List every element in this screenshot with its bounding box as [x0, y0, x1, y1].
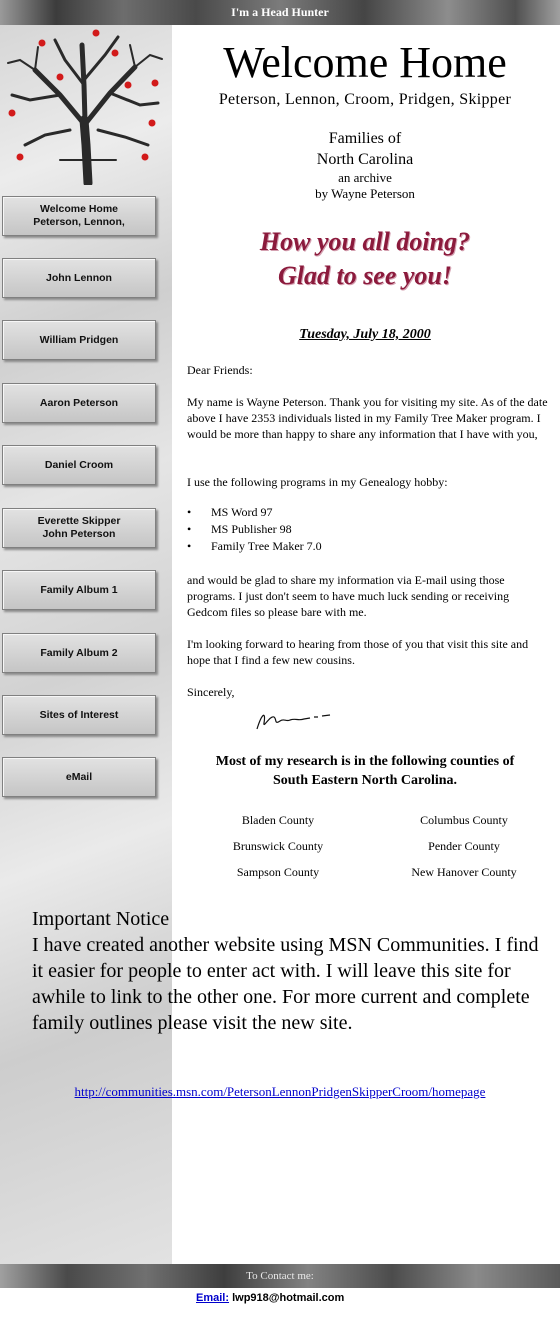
- archive-byline: [172, 170, 558, 202]
- salutation: [187, 362, 552, 378]
- msn-community-link[interactable]: http://communities.msn.com/PetersonLennonPridgenSkipperCroom/homepage: [74, 1084, 486, 1099]
- families-line-2: North Carolina: [316, 151, 414, 168]
- important-notice: [32, 906, 542, 1036]
- paragraph-1-text: My name is Wayne Peterson. Thank you for visiting my site. As of the date above I have 2353 individuals listed in my Family Tree Maker program. I would be more than happy to share any information that I have with you,: [187, 395, 548, 441]
- program-list: [187, 504, 322, 555]
- list-item: [187, 538, 322, 555]
- nav-welcome-home-button[interactable]: [2, 196, 156, 236]
- paragraph-2-text: I use the following programs in my Genealogy hobby:: [187, 475, 448, 489]
- county-columbus: Columbus County: [420, 813, 508, 827]
- nav-sites-of-interest-button[interactable]: [2, 695, 156, 735]
- email-address: lwp918@hotmail.com: [232, 1292, 345, 1304]
- archive-line-2: by Wayne Peterson: [315, 186, 415, 201]
- letter-date: Tuesday, July 18, 2000: [299, 327, 431, 342]
- county-sampson: Sampson County: [236, 865, 320, 879]
- families-heading: [172, 128, 558, 170]
- county-new-hanover: New Hanover County: [411, 865, 517, 879]
- salutation-text: Dear Friends:: [187, 363, 253, 377]
- greeting-line-1: How you all doing?: [259, 227, 471, 256]
- paragraph-4-text: I'm looking forward to hearing from those of you that visit this site and hope that I find a few new cousins.: [187, 637, 529, 667]
- bullet-icon: •: [187, 539, 192, 553]
- nav-label: Family Album 2: [40, 646, 118, 659]
- surnames-subtitle: Peterson, Lennon, Croom, Pridgen, Skipper: [218, 91, 512, 108]
- nav-label: Daniel Croom: [44, 458, 114, 471]
- list-item: [187, 521, 322, 538]
- nav-email-button[interactable]: [2, 757, 156, 797]
- greeting-text: [172, 225, 558, 293]
- nav-family-album-2-button[interactable]: [2, 633, 156, 673]
- paragraph-2: [187, 474, 552, 490]
- banner-title: I'm a Head Hunter: [231, 5, 329, 19]
- nav-label: Aaron Peterson: [39, 396, 119, 409]
- program-name: Family Tree Maker 7.0: [211, 539, 322, 553]
- list-item: [187, 504, 322, 521]
- page-title: Welcome Home: [223, 38, 507, 87]
- program-name: MS Publisher 98: [211, 522, 292, 536]
- bullet-icon: •: [187, 505, 192, 519]
- county-bladen: Bladen County: [241, 813, 315, 827]
- nav-label: Welcome Home Peterson, Lennon,: [33, 203, 125, 228]
- nav-john-lennon-button[interactable]: [2, 258, 156, 298]
- bullet-icon: •: [187, 522, 192, 536]
- nav-label: William Pridgen: [39, 333, 119, 346]
- notice-body: I have created another website using MSN Communities. I find it easier for people to enter act with. I will leave this site for awhile to link to the other one. For more current and complete family outlines please visit the new site.: [32, 934, 539, 1034]
- paragraph-3-text: and would be glad to share my information via E-mail using those programs. I just don't seem to have much luck sending or receiving Gedcom files so please bare with me.: [187, 573, 510, 619]
- closing: [187, 684, 552, 700]
- nav-family-album-1-button[interactable]: [2, 570, 156, 610]
- nav-label: eMail: [65, 770, 93, 783]
- nav-label: Everette Skipper John Peterson: [37, 515, 121, 540]
- email-line: [196, 1292, 344, 1304]
- signature-icon: [252, 703, 332, 733]
- notice-heading: Important Notice: [32, 908, 170, 930]
- county-pender: Pender County: [428, 839, 500, 853]
- nav-label: John Lennon: [46, 271, 112, 284]
- nav-aaron-peterson-button[interactable]: [2, 383, 156, 423]
- research-heading: [172, 752, 558, 790]
- tree-icon: [0, 25, 170, 185]
- nav-william-pridgen-button[interactable]: [2, 320, 156, 360]
- closing-text: Sincerely,: [187, 685, 235, 699]
- nav-everette-skipper-button[interactable]: [2, 508, 156, 548]
- paragraph-1: [187, 394, 552, 442]
- email-link[interactable]: Email:: [196, 1292, 230, 1304]
- research-line-2: South Eastern North Carolina.: [272, 773, 458, 788]
- nav-label: Sites of Interest: [39, 708, 119, 721]
- county-brunswick: Brunswick County: [232, 839, 324, 853]
- program-name: MS Word 97: [211, 505, 273, 519]
- research-line-1: Most of my research is in the following counties of: [215, 754, 515, 769]
- archive-line-1: an archive: [338, 170, 392, 185]
- paragraph-4: [187, 636, 552, 668]
- paragraph-3: [187, 572, 552, 620]
- greeting-line-2: Glad to see you!: [277, 261, 453, 290]
- contact-label: To Contact me:: [246, 1270, 314, 1282]
- nav-label: Family Album 1: [40, 583, 118, 596]
- families-line-1: Families of: [328, 130, 402, 147]
- nav-daniel-croom-button[interactable]: [2, 445, 156, 485]
